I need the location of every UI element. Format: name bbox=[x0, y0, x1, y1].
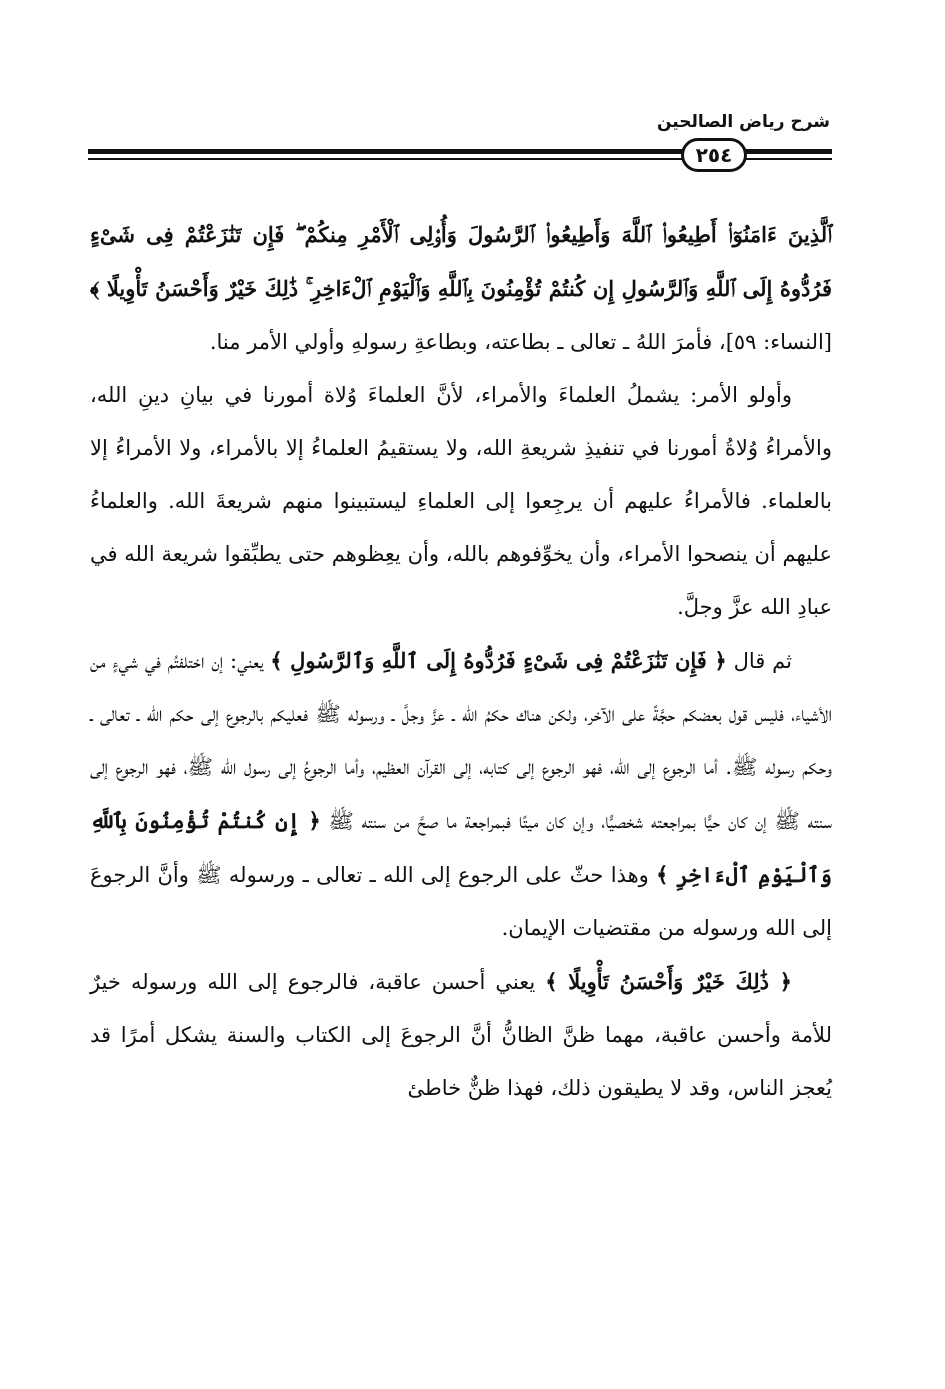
paragraph-text: [النساء: ٥٩]، فأمرَ اللهُ ـ تعالى ـ بطاعته، وبطاعةِ رسولهِ وأولي الأمر منا. bbox=[209, 330, 832, 354]
paragraph-text: وأولو الأمر: يشملُ العلماءَ والأمراء، لأنَّ العلماءَ وُلاة أمورنا في بيانِ دينِ الله، والأمراءُ وُلاةُ أمورنا في تنفيذِ شريعةِ الله، ولا يستقيمُ العلماءُ إلا بالأمراء، ولا الأمراءُ إلا بالعلماء. فالأمراءُ عليهم أن يرجِعوا إلى العلماءِ ليستبينوا منهم شريعةَ الله. والعلماءُ عليهم أن ينصحوا الأمراء، وأن يخوِّفوهم بالله، وأن يعِظوهم حتى يطبِّقوا شريعة الله في عبادِ الله عزَّ وجلَّ. bbox=[90, 383, 832, 619]
quran-verse: إِن كُنتُمْ تُؤْمِنُونَ بِٱللَّهِ وَٱلْيَوْمِ ٱلْءَاخِرِ bbox=[90, 808, 832, 887]
verse-bracket-open: ﴿ bbox=[299, 808, 321, 833]
body-text bbox=[90, 208, 832, 1115]
verse-bracket-close: ﴾ bbox=[90, 276, 107, 301]
quran-verse: فَإِن تَنَٰزَعْتُمْ فِى شَىْءٍ فَرُدُّوهُ إِلَى ٱللَّهِ وَٱلرَّسُولِ bbox=[290, 648, 707, 673]
paragraph bbox=[90, 634, 832, 955]
verse-bracket-open: ﴿ bbox=[769, 969, 792, 994]
verse-bracket-close: ﴾ bbox=[545, 969, 569, 994]
paragraph bbox=[90, 208, 832, 369]
page-number-badge: ٢٥٤ bbox=[681, 138, 747, 172]
verse-bracket-close: ﴾ bbox=[656, 862, 677, 887]
paragraph-text: يعني أحسن عاقبة، فالرجوع إلى الله ورسوله خيرٌ للأمة وأحسن عاقبة، مهما ظنَّ الظانُّ أنَّ الرجوعَ إلى الكتاب والسنة يشكل أمرًا قد يُعجز الناس، وقد لا يطيقون ذلك، فهذا ظنٌّ خاطئ bbox=[90, 970, 832, 1100]
verse-bracket-close: ﴾ bbox=[270, 648, 291, 673]
running-header-title: شرح رياض الصالحين bbox=[656, 112, 830, 132]
paragraph bbox=[90, 955, 832, 1115]
paragraph-text: وهذا حثّ على الرجوع إلى الله ـ تعالى ـ ورسوله ﷺ وأنَّ الرجوعَ إلى الله ورسوله من مقتضيات الإيمان. bbox=[90, 863, 832, 940]
quran-verse: ٱلَّذِينَ ءَامَنُوٓا۟ أَطِيعُوا۟ ٱللَّهَ وَأَطِيعُوا۟ ٱلرَّسُولَ وَأُو۟لِى ٱلْأَمْرِ مِنكُمْ ۖ فَإِن تَنَٰزَعْتُمْ فِى شَىْءٍ فَرُدُّوهُ إِلَى ٱللَّهِ وَٱلرَّسُولِ إِن كُنتُمْ تُؤْمِنُونَ بِٱللَّهِ وَٱلْيَوْمِ ٱلْءَاخِرِ ۚ ذَٰلِكَ خَيْرٌ وَأَحْسَنُ تَأْوِيلًا bbox=[90, 222, 833, 301]
paragraph bbox=[90, 369, 832, 634]
quran-verse: ذَٰلِكَ خَيْرٌ وَأَحْسَنُ تَأْوِيلًا bbox=[568, 969, 770, 994]
verse-bracket-open: ﴿ bbox=[706, 648, 727, 673]
paragraph-text: ثم قال bbox=[726, 649, 792, 673]
paragraph-text: يعني: إن اختلفتُم في شيءٍ من الأشياء، فليس قول بعضكم حجَّةً على الآخر، ولكن هناك حكمُ الله ـ عزَّ وجلَّ ـ ورسوله ﷺ فعليكم بالرجوع إلى حكم الله ـ تعالى ـ وحكم رسوله ﷺ. أما الرجوع إلى الله، فهو الرجوع إلى كتابه، إلى القرآن العظيم، وأما الرجوعُ إلى رسول الله ﷺ، فهو الرجوع إلى سنته ﷺ إن كان حيًّا بمراجعته شخصيًّا، وإن كان ميتًا فبمراجعة ما صحَّ من سنته ﷺ bbox=[90, 649, 832, 833]
